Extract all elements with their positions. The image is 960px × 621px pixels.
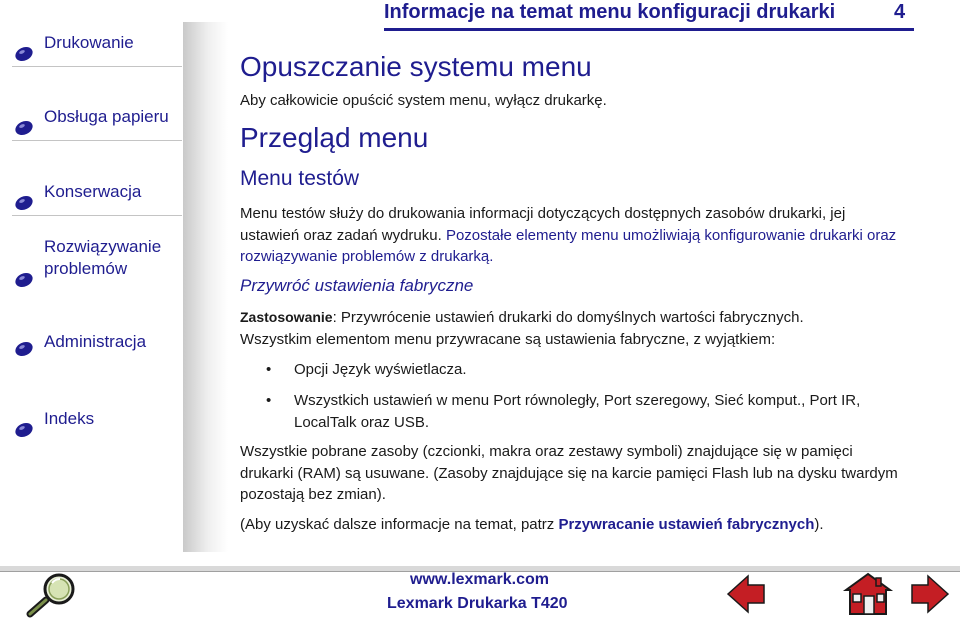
header-rule xyxy=(384,28,914,31)
sidebar-item-label: Rozwiązywanie xyxy=(44,237,162,256)
usage-label: Zastosowanie xyxy=(240,309,333,325)
paragraph-text: (Aby uzyskać dalsze informacje na temat, patrz xyxy=(240,516,559,533)
sidebar-item-drukowanie[interactable] xyxy=(0,32,186,72)
sidebar-shadow xyxy=(183,22,228,552)
divider xyxy=(12,140,182,141)
paragraph-text: Menu testów służy do drukowania informacji dotyczących dostępnych zasobów drukarki, jej ustawień oraz zadań wydruku. xyxy=(240,205,846,244)
sidebar-item-administracja[interactable] xyxy=(0,331,186,371)
page-number: 4 xyxy=(894,1,906,23)
sidebar-item-label: Obsługa papieru xyxy=(44,107,169,126)
footer-url[interactable]: www.lexmark.com xyxy=(410,571,550,588)
bullet-icon: • xyxy=(266,361,272,378)
sidebar-item-konserwacja[interactable] xyxy=(0,181,186,221)
bullet-icon: • xyxy=(266,392,272,409)
heading-restore-factory: Przywróć ustawienia fabryczne xyxy=(240,276,474,295)
list-item: Wszystkich ustawień w menu Port równoległy, Port szeregowy, Sieć komput., Port IR, LocalTalk oraz USB. xyxy=(294,392,861,431)
blue-oval-bullet-icon xyxy=(12,118,38,136)
list-item: Opcji Język wyświetlacza. xyxy=(294,361,467,378)
divider xyxy=(12,215,182,216)
blue-oval-bullet-icon xyxy=(12,420,38,438)
magnifier-icon[interactable] xyxy=(24,572,88,618)
left-arrow-icon[interactable] xyxy=(724,572,768,616)
paragraph-text-blue: Pozostałe elementy menu umożliwiają konfigurowanie drukarki oraz rozwiązywanie problemów z drukarką. xyxy=(240,226,897,265)
page-header-title: Informacje na temat menu konfiguracji drukarki xyxy=(384,1,836,23)
heading-menu-overview: Przegląd menu xyxy=(240,122,429,153)
paragraph-restore: Wszystkim elementom menu przywracane są ustawienia fabryczne, z wyjątkiem: xyxy=(240,331,776,348)
paragraph-text: ). xyxy=(814,516,824,533)
sidebar-item-label: Konserwacja xyxy=(44,182,142,201)
paragraph-resources: Wszystkie pobrane zasoby (czcionki, makra oraz zestawy symboli) znajdujące się w pamięci drukarki (RAM) są usuwane. (Zasoby znajdujące się na karcie pamięci Flash lub na dysku twardym pozostają bez zmian). xyxy=(240,443,898,503)
sidebar-item-rozwiazywanie-problemow[interactable] xyxy=(0,236,186,296)
heading-test-menu: Menu testów xyxy=(240,167,360,190)
paragraph-more-info xyxy=(240,514,905,536)
paragraph-usage xyxy=(240,307,905,329)
home-icon[interactable] xyxy=(842,572,894,618)
sidebar-item-obsluga-papieru[interactable] xyxy=(0,106,186,146)
sidebar-item-label: Administracja xyxy=(44,332,147,351)
sidebar-item-label: Indeks xyxy=(44,409,95,428)
blue-oval-bullet-icon xyxy=(12,44,38,62)
paragraph-exit-menu: Aby całkowicie opuścić system menu, wyłącz drukarkę. xyxy=(240,92,607,109)
sidebar-item-indeks[interactable] xyxy=(0,408,186,448)
sidebar-item-label-line2: problemów xyxy=(44,259,128,278)
blue-oval-bullet-icon xyxy=(12,193,38,211)
paragraph-test-menu xyxy=(240,203,905,268)
blue-oval-bullet-icon xyxy=(12,270,38,288)
footer-product-name: Lexmark Drukarka T420 xyxy=(387,595,568,612)
blue-oval-bullet-icon xyxy=(12,339,38,357)
heading-exit-menu: Opuszczanie systemu menu xyxy=(240,51,592,82)
link-restore-factory-settings[interactable]: Przywracanie ustawień fabrycznych xyxy=(558,516,815,533)
divider xyxy=(12,66,182,67)
usage-text: : Przywrócenie ustawień drukarki do domyślnych wartości fabrycznych. xyxy=(332,309,804,326)
right-arrow-icon[interactable] xyxy=(908,572,952,616)
sidebar-item-label: Drukowanie xyxy=(44,33,134,52)
